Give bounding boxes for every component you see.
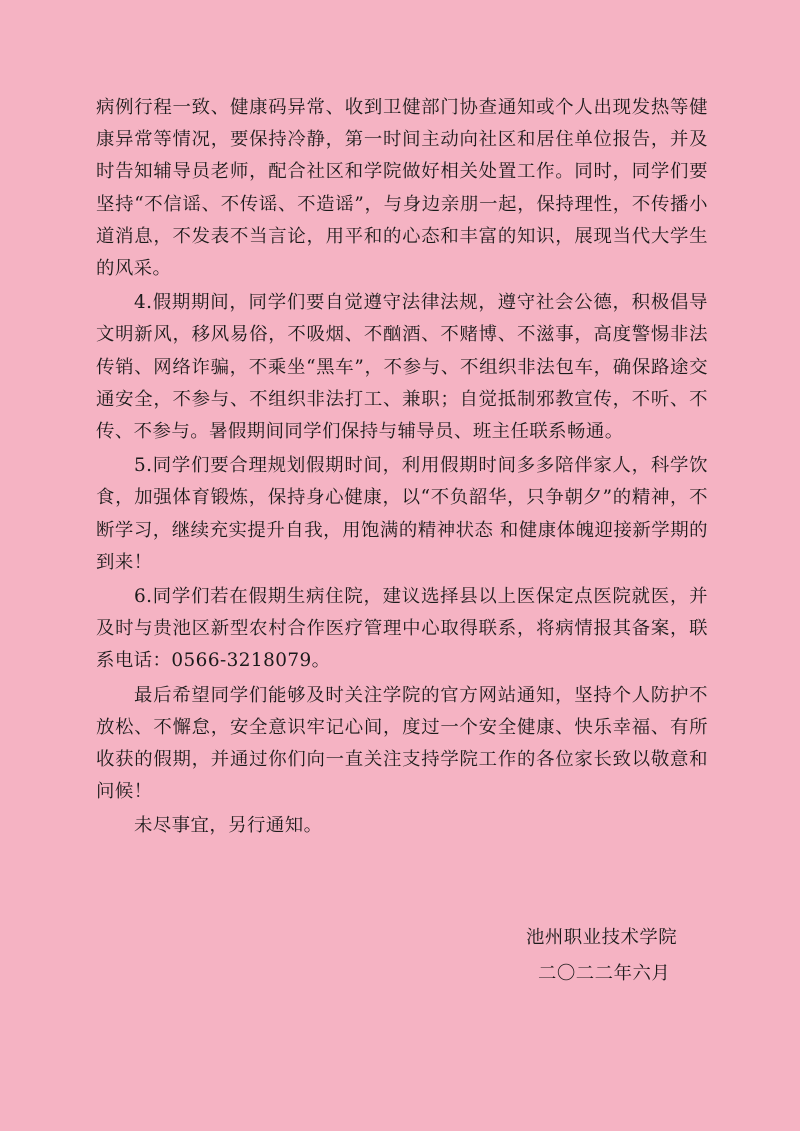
paragraph-item-6-medical: 6.同学们若在假期生病住院，建议选择县以上医保定点医院就医，并及时与贵池区新型农村合作医疗管理中心取得联系，将病情报其备案，联系电话：0566-3218079。: [96, 586, 708, 672]
paragraph-item-4-law: 4.假期期间，同学们要自觉遵守法律法规，遵守社会公德，积极倡导文明新风，移风易俗，不吸烟、不酗酒、不赌博、不滋事，高度警惕非法传销、网络诈骗，不乘坐“黑车”，不参与、不组织非法包车，确保路途交通安全，不参与、不组织非法打工、兼职；自觉抵制邪教宣传，不听、不传、不参与。暑假期间同学们保持与辅导员、班主任联系畅通。: [96, 292, 708, 443]
paragraph-item-5-planning: 5.同学们要合理规划假期时间，利用假期时间多多陪伴家人，科学饮食，加强体育锻炼，保持身心健康，以“不负韶华，只争朝夕”的精神，不断学习，继续充实提升自我，用饱满的精神状态 和健康体魄迎接新学期的到来！: [96, 455, 708, 573]
signature-date: 二〇二二年六月: [538, 963, 671, 984]
signature-organization: 池州职业技术学院: [526, 927, 678, 948]
paragraph-health-report: 病例行程一致、健康码异常、收到卫健部门协查通知或个人出现发热等健康异常等情况，要保持冷静，第一时间主动向社区和居住单位报告，并及时告知辅导员老师，配合社区和学院做好相关处置工作。同时，同学们要坚持“不信谣、不传谣、不造谣”，与身边亲朋一起，保持理性，不传播小道消息，不发表不当言论，用平和的心态和丰富的知识，展现当代大学生的风采。: [96, 97, 708, 280]
paragraph-final-note: 未尽事宜，另行通知。: [134, 815, 323, 837]
document-body: [96, 92, 708, 843]
paragraph-closing-wishes: 最后希望同学们能够及时关注学院的官方网站通知，坚持个人防护不放松、不懈怠，安全意识牢记心间，度过一个安全健康、快乐幸福、有所收获的假期，并通过你们向一直关注支持学院工作的各位家长致以敬意和问候！: [96, 684, 708, 803]
